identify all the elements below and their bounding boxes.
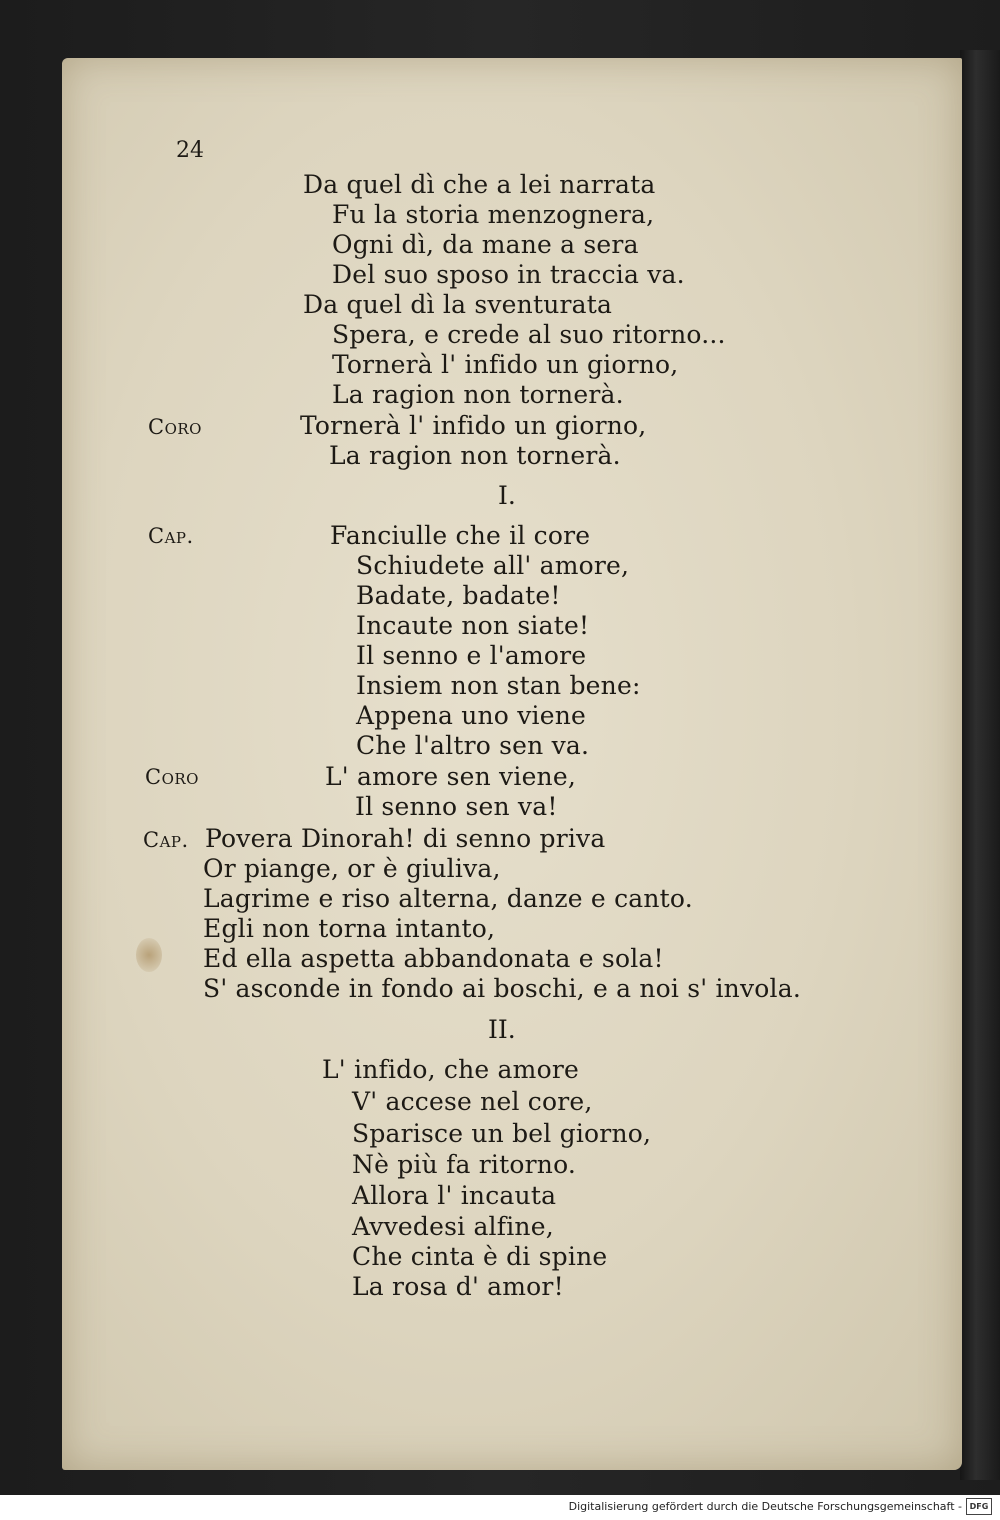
verse-line: L' infido, che amore	[322, 1055, 579, 1084]
digitization-footer	[0, 1495, 1000, 1520]
verse-line: Lagrime e riso alterna, danze e canto.	[203, 884, 693, 913]
verse-line: La ragion non tornerà.	[332, 380, 624, 409]
section-heading: II.	[488, 1015, 516, 1044]
verse-line: V' accese nel core,	[352, 1087, 593, 1116]
verse-line: Tornerà l' infido un giorno,	[332, 350, 679, 379]
paper-stain	[136, 938, 162, 972]
verse-line: Fu la storia menzognera,	[332, 200, 655, 229]
adjacent-page-edge	[960, 50, 1000, 1480]
verse-line: Sparisce un bel giorno,	[352, 1119, 652, 1148]
verse-line: Che l'altro sen va.	[356, 731, 590, 760]
verse-line: Da quel dì che a lei narrata	[303, 170, 656, 199]
verse-line: Spera, e crede al suo ritorno...	[332, 320, 726, 349]
verse-line: Badate, badate!	[356, 581, 561, 610]
verse-line: Allora l' incauta	[352, 1181, 557, 1210]
verse-line: Egli non torna intanto,	[203, 914, 496, 943]
verse-line: Incaute non siate!	[356, 611, 590, 640]
speaker-label-cap: Cap.	[148, 524, 194, 548]
verse-line: Insiem non stan bene:	[356, 671, 641, 700]
verse-line: Il senno sen va!	[355, 792, 558, 821]
verse-line: Tornerà l' infido un giorno,	[300, 411, 647, 440]
verse-line: Ed ella aspetta abbandonata e sola!	[203, 944, 664, 973]
verse-line: S' asconde in fondo ai boschi, e a noi s' invola.	[203, 974, 802, 1003]
verse-line: Avvedesi alfine,	[352, 1212, 554, 1241]
verse-line: Or piange, or è giuliva,	[203, 854, 501, 883]
footer-credit: Digitalisierung gefördert durch die Deutsche Forschungsgemeinschaft -	[568, 1500, 962, 1513]
verse-line: Schiudete all' amore,	[356, 551, 630, 580]
verse-line: Fanciulle che il core	[330, 521, 591, 550]
dfg-logo: DFG	[966, 1498, 992, 1515]
verse-line: La ragion non tornerà.	[329, 441, 621, 470]
speaker-label-coro: Coro	[145, 765, 199, 789]
speaker-label-cap: Cap.	[143, 828, 189, 852]
verse-line: Povera Dinorah! di senno priva	[205, 824, 606, 853]
verse-line: Ogni dì, da mane a sera	[332, 230, 639, 259]
verse-line: Da quel dì la sventurata	[303, 290, 613, 319]
verse-line: La rosa d' amor!	[352, 1272, 564, 1301]
verse-line: L' amore sen viene,	[325, 762, 577, 791]
verse-line: Che cinta è di spine	[352, 1242, 608, 1271]
verse-line: Appena uno viene	[356, 701, 587, 730]
page-number: 24	[176, 138, 204, 163]
verse-line: Del suo sposo in traccia va.	[332, 260, 685, 289]
speaker-label-coro: Coro	[148, 415, 202, 439]
verse-line: Il senno e l'amore	[356, 641, 587, 670]
verse-line: Nè più fa ritorno.	[352, 1150, 577, 1179]
section-heading: I.	[498, 481, 516, 510]
